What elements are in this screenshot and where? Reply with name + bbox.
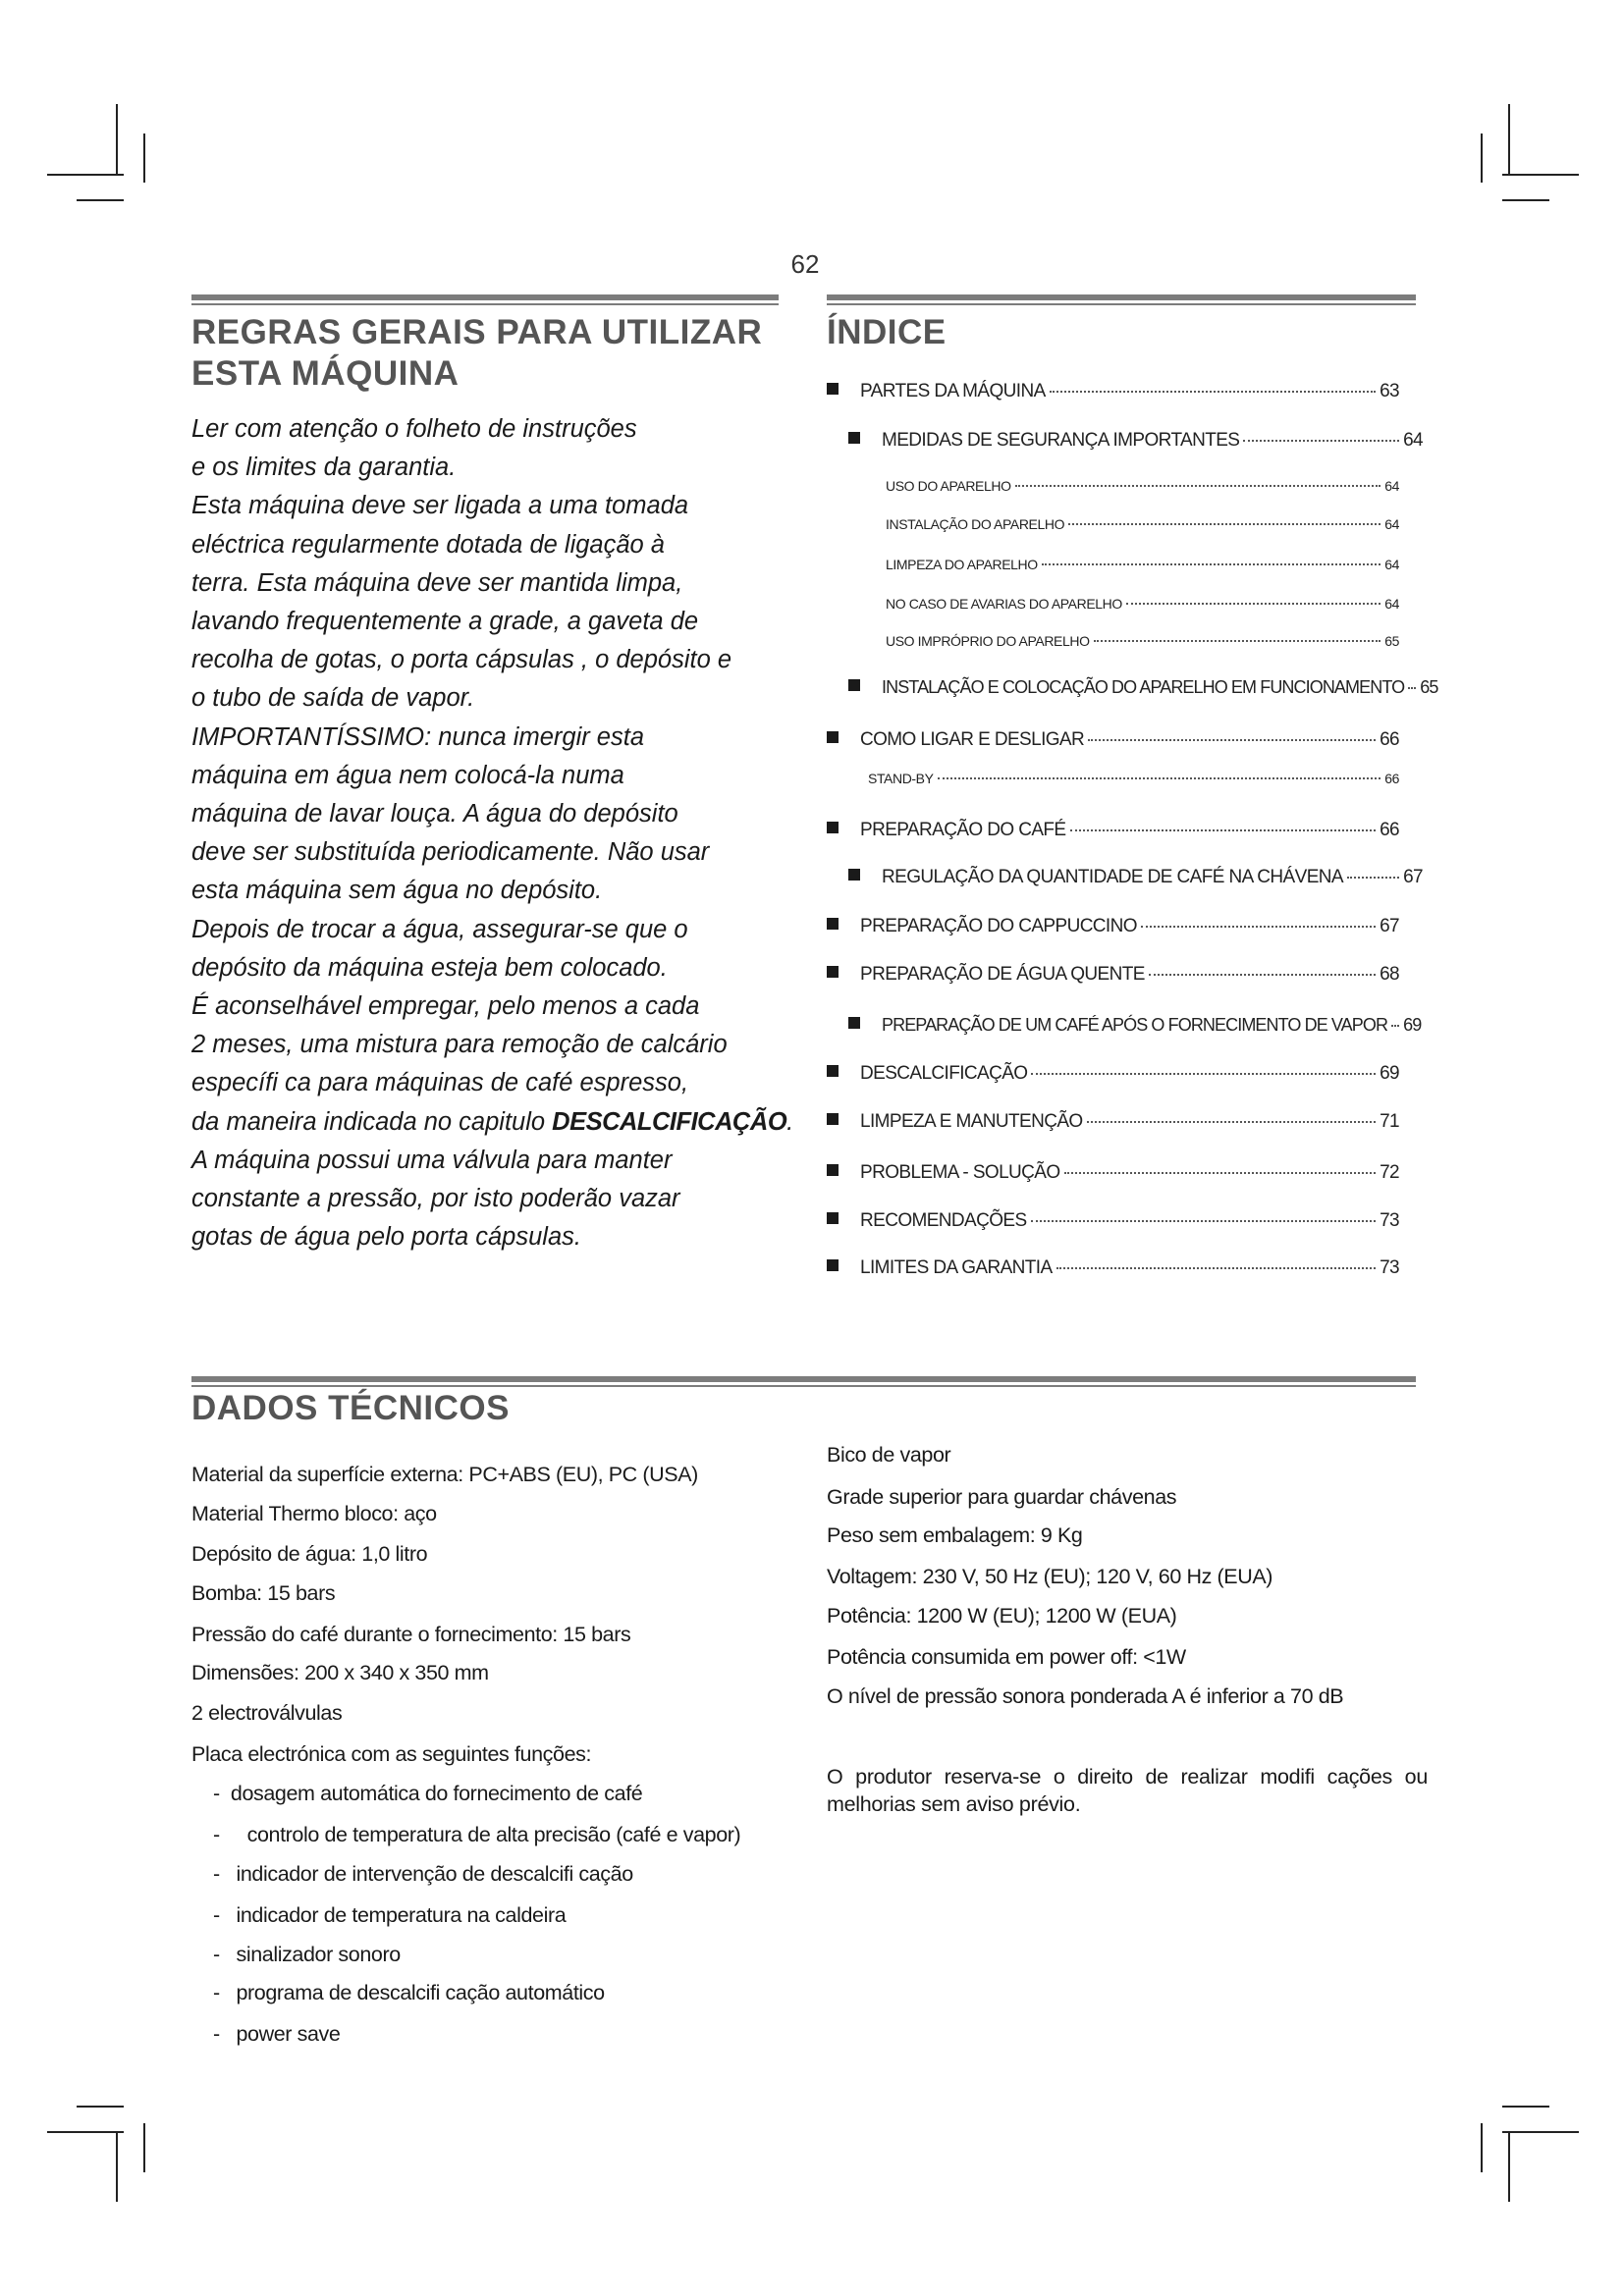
section-rule-technical-data: [191, 1376, 1416, 1388]
tech-spec-line: 2 electroválvulas: [191, 1701, 343, 1725]
tech-feature-line: - controlo de temperatura de alta precisão (café e vapor): [213, 1823, 741, 1846]
general-rules-line: A máquina possui uma válvula para manter: [191, 1146, 673, 1174]
general-rules-line: IMPORTANTÍSSIMO: nunca imergir esta: [191, 722, 645, 751]
tech-feature-line: - indicador de intervenção de descalcifi cação: [213, 1862, 633, 1886]
tech-spec-line: Bomba: 15 bars: [191, 1581, 336, 1605]
tech-spec-line: Material da superfície externa: PC+ABS (EU), PC (USA): [191, 1463, 698, 1486]
toc-entry[interactable]: REGULAÇÃO DA QUANTIDADE DE CAFÉ NA CHÁVENA 67: [848, 867, 1423, 888]
tech-feature-line: - sinalizador sonoro: [213, 1943, 401, 1966]
general-rules-line: deve ser substituída periodicamente. Não usar: [191, 838, 710, 867]
general-rules-line: recolha de gotas, o porta cápsulas , o depósito e: [191, 646, 732, 674]
toc-entry[interactable]: LIMPEZA E MANUTENÇÃO 71: [827, 1111, 1399, 1133]
toc-entry[interactable]: STAND-BY 66: [868, 771, 1399, 786]
bullet-square-icon: [827, 1065, 839, 1077]
general-rules-line: Depois de trocar a água, assegurar-se que o: [191, 915, 688, 943]
toc-entry[interactable]: MEDIDAS DE SEGURANÇA IMPORTANTES 64: [848, 430, 1423, 452]
toc-entry[interactable]: PROBLEMA - SOLUÇÃO 72: [827, 1162, 1399, 1184]
toc-entry[interactable]: USO IMPRÓPRIO DO APARELHO 65: [886, 633, 1399, 649]
tech-feature-line: - programa de descalcifi cação automático: [213, 1981, 605, 2004]
toc-entry[interactable]: LIMPEZA DO APARELHO 64: [886, 557, 1399, 572]
manufacturer-disclaimer: O produtor reserva-se o direito de realizar modifi cações ou melhorias sem aviso prévio.: [827, 1765, 1428, 1816]
bullet-square-icon: [827, 1164, 839, 1176]
general-rules-line: gotas de água pelo porta cápsulas.: [191, 1223, 581, 1252]
general-rules-line: eléctrica regularmente dotada de ligação à: [191, 530, 665, 559]
general-rules-text: [191, 410, 800, 1256]
tech-spec-line: Potência: 1200 W (EU); 1200 W (EUA): [827, 1604, 1177, 1628]
tech-spec-line: Material Thermo bloco: aço: [191, 1502, 437, 1525]
bullet-square-icon: [827, 383, 839, 395]
toc-entry[interactable]: PREPARAÇÃO DE UM CAFÉ APÓS O FORNECIMENTO DE VAPOR 69: [848, 1015, 1399, 1036]
section-rule-general-rules: [191, 294, 779, 306]
general-rules-line: depósito da máquina esteja bem colocado.: [191, 953, 668, 982]
tech-spec-line: Potência consumida em power off: <1W: [827, 1645, 1186, 1669]
bullet-square-icon: [827, 1113, 839, 1125]
tech-feature-line: - power save: [213, 2022, 341, 2046]
tech-spec-line: Dimensões: 200 x 340 x 350 mm: [191, 1661, 489, 1684]
general-rules-title-line1: REGRAS GERAIS PARA UTILIZAR: [191, 313, 763, 351]
descalcification-reference: DESCALCIFICAÇÃO: [552, 1107, 787, 1136]
toc-entry[interactable]: PREPARAÇÃO DE ÁGUA QUENTE 68: [827, 964, 1399, 986]
general-rules-line: constante a pressão, por isto poderão vazar: [191, 1185, 680, 1213]
section-rule-index: [827, 294, 1416, 306]
tech-spec-line: Bico de vapor: [827, 1443, 951, 1467]
reference-suffix: .: [786, 1107, 794, 1136]
general-rules-reference-line: [191, 1103, 800, 1142]
technical-data-title: DADOS TÉCNICOS: [191, 1389, 510, 1427]
bullet-square-icon: [848, 679, 860, 691]
tech-spec-line: Peso sem embalagem: 9 Kg: [827, 1523, 1083, 1547]
toc-entry[interactable]: USO DO APARELHO 64: [886, 478, 1399, 494]
bullet-square-icon: [827, 1212, 839, 1224]
bullet-square-icon: [848, 1017, 860, 1029]
general-rules-line: lavando frequentemente a grade, a gaveta de: [191, 608, 699, 636]
general-rules-line: Esta máquina deve ser ligada a uma tomada: [191, 492, 689, 520]
tech-feature-line: - dosagem automática do fornecimento de café: [213, 1782, 643, 1805]
general-rules-line: máquina de lavar louça. A água do depósito: [191, 800, 678, 828]
bullet-square-icon: [827, 822, 839, 833]
bullet-square-icon: [827, 1259, 839, 1271]
bullet-square-icon: [827, 918, 839, 930]
toc-entry[interactable]: DESCALCIFICAÇÃO 69: [827, 1063, 1399, 1085]
page-number: 62: [790, 249, 820, 279]
general-rules-line: o tubo de saída de vapor.: [191, 684, 475, 713]
general-rules-line: esta máquina sem água no depósito.: [191, 877, 603, 905]
general-rules-line: e os limites da garantia.: [191, 454, 457, 482]
reference-prefix: da maneira indicada no capitulo: [191, 1107, 553, 1136]
general-rules-line: 2 meses, uma mistura para remoção de calcário: [191, 1031, 728, 1059]
tech-spec-line: Depósito de água: 1,0 litro: [191, 1542, 428, 1566]
general-rules-line: Ler com atenção o folheto de instruções: [191, 415, 637, 443]
index-title: ÍNDICE: [827, 313, 947, 351]
general-rules-title: [191, 312, 762, 395]
bullet-square-icon: [827, 966, 839, 978]
tech-spec-line: Grade superior para guardar chávenas: [827, 1485, 1177, 1509]
general-rules-line: terra. Esta máquina deve ser mantida limpa,: [191, 568, 683, 597]
bullet-square-icon: [848, 869, 860, 881]
toc-entry[interactable]: COMO LIGAR E DESLIGAR 66: [827, 729, 1399, 751]
tech-feature-line: - indicador de temperatura na caldeira: [213, 1903, 567, 1927]
toc-entry[interactable]: PREPARAÇÃO DO CAPPUCCINO 67: [827, 916, 1399, 937]
tech-spec-line: O nível de pressão sonora ponderada A é inferior a 70 dB: [827, 1684, 1344, 1708]
toc-entry[interactable]: PARTES DA MÁQUINA 63: [827, 381, 1399, 402]
tech-spec-line: Placa electrónica com as seguintes funções:: [191, 1742, 592, 1766]
bullet-square-icon: [827, 731, 839, 743]
general-rules-title-line2: ESTA MÁQUINA: [191, 354, 460, 393]
tech-spec-line: Pressão do café durante o fornecimento: 15 bars: [191, 1623, 631, 1646]
general-rules-line: máquina em água nem colocá-la numa: [191, 761, 624, 789]
toc-entry[interactable]: RECOMENDAÇÕES 73: [827, 1210, 1399, 1232]
toc-entry[interactable]: INSTALAÇÃO DO APARELHO 64: [886, 516, 1399, 532]
general-rules-line: É aconselhável empregar, pelo menos a cada: [191, 992, 700, 1021]
bullet-square-icon: [848, 432, 860, 444]
toc-entry[interactable]: NO CASO DE AVARIAS DO APARELHO 64: [886, 596, 1399, 612]
tech-spec-line: Voltagem: 230 V, 50 Hz (EU); 120 V, 60 Hz (EUA): [827, 1565, 1273, 1588]
toc-entry[interactable]: LIMITES DA GARANTIA 73: [827, 1257, 1399, 1279]
toc-entry[interactable]: INSTALAÇÃO E COLOCAÇÃO DO APARELHO EM FUNCIONAMENTO 65: [848, 677, 1399, 698]
general-rules-line: específi ca para máquinas de café espresso,: [191, 1069, 689, 1097]
toc-entry[interactable]: PREPARAÇÃO DO CAFÉ 66: [827, 820, 1399, 841]
